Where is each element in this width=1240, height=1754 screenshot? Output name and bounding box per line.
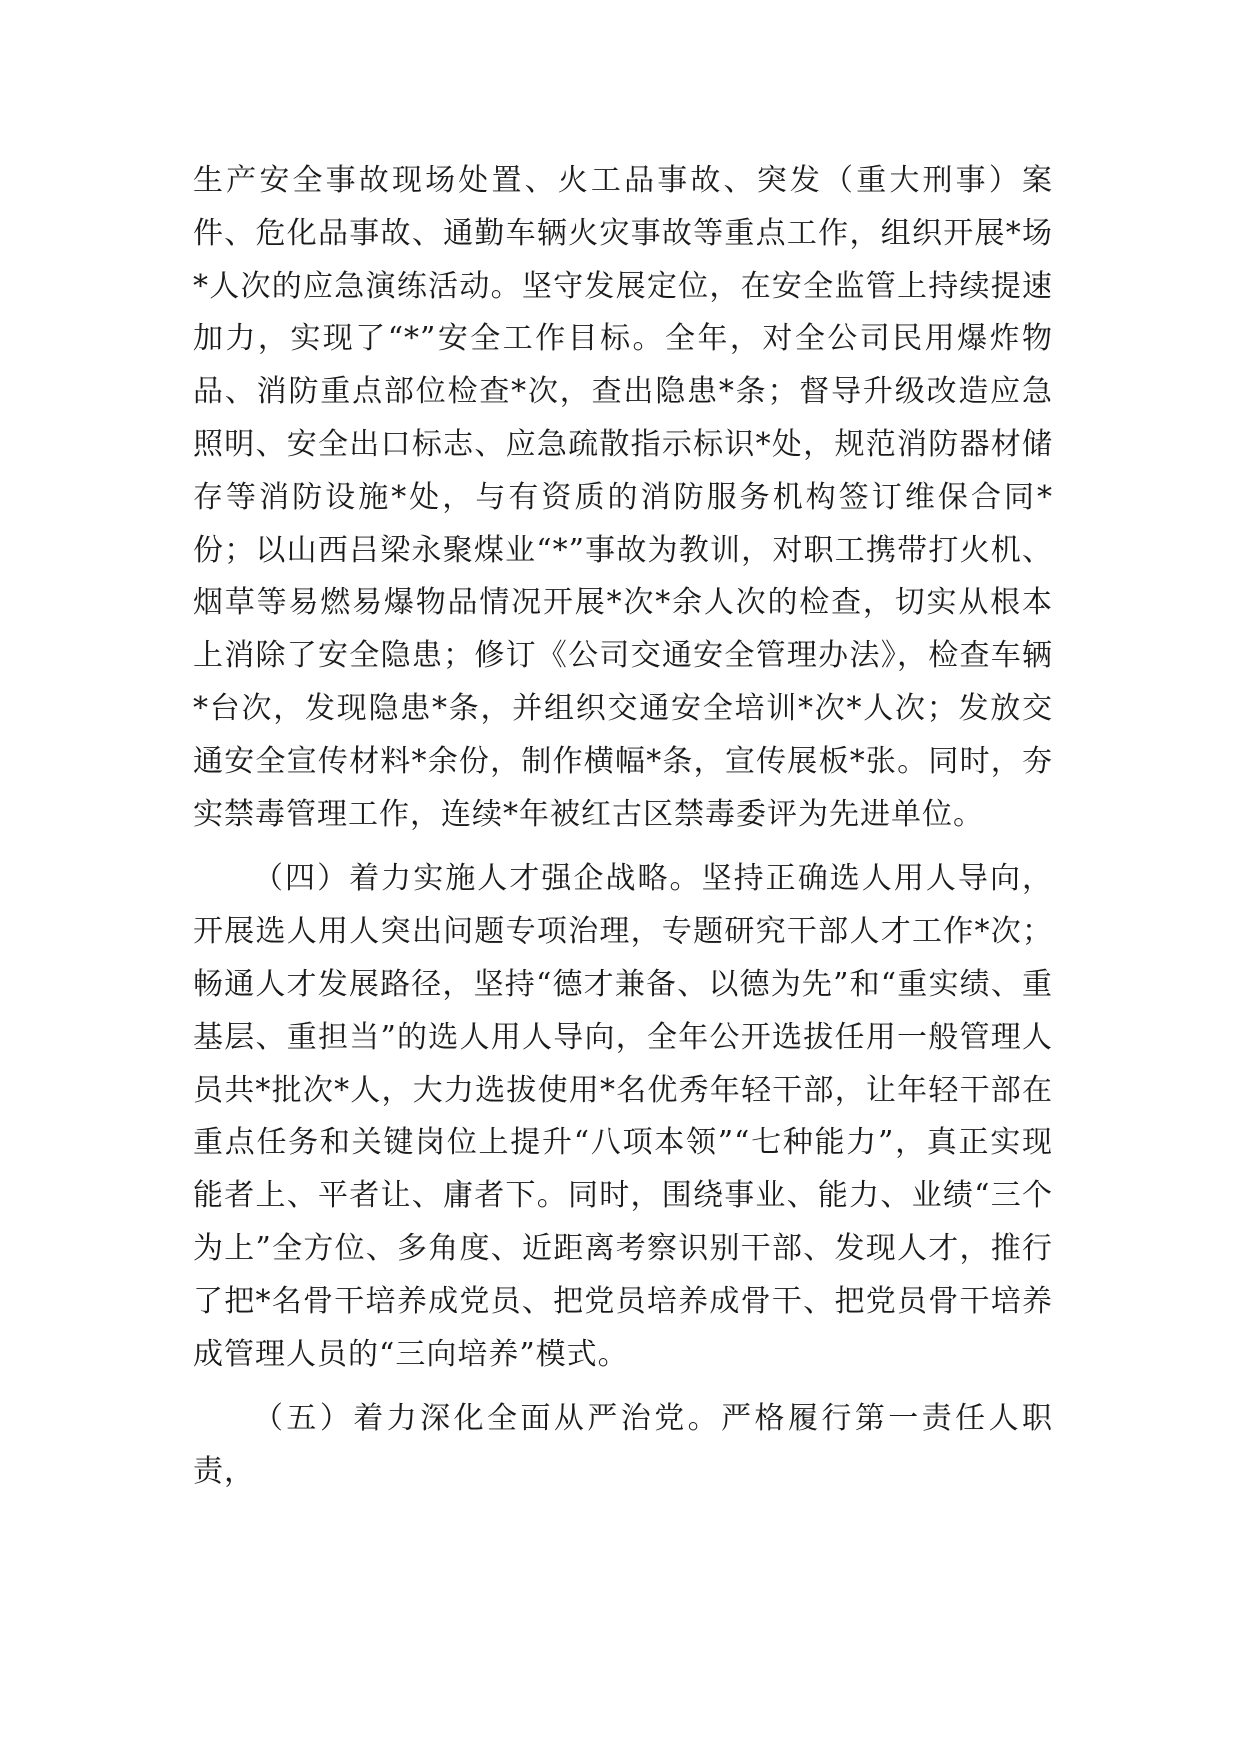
- paragraph-safety-work: 生产安全事故现场处置、火工品事故、突发（重大刑事）案件、危化品事故、通勤车辆火灾事故等重点工作，组织开展*场*人次的应急演练活动。坚守发展定位，在安全监管上持续提速加力，实现了“*”安全工作目标。全年，对全公司民用爆炸物品、消防重点部位检查*次，查出隐患*条；督导升级改造应急照明、安全出口标志、应急疏散指示标识*处，规范消防器材储存等消防设施*处，与有资质的消防服务机构签订维保合同*份；以山西吕梁永聚煤业“*”事故为教训，对职工携带打火机、烟草等易燃易爆物品情况开展*次*余人次的检查，切实从根本上消除了安全隐患；修订《公司交通安全管理办法》，检查车辆*台次，发现隐患*条，并组织交通安全培训*次*人次；发放交通安全宣传材料*余份，制作横幅*条，宣传展板*张。同时，夯实禁毒管理工作，连续*年被红古区禁毒委评为先进单位。: [193, 163, 1053, 832]
- paragraph-talent-strategy: （四）着力实施人才强企战略。坚持正确选人用人导向，开展选人用人突出问题专项治理，专题研究干部人才工作*次；畅通人才发展路径，坚持“德才兼备、以德为先”和“重实绩、重基层、重担当”的选人用人导向，全年公开选拔任用一般管理人员共*批次*人，大力选拔使用*名优秀年轻干部，让年轻干部在重点任务和关键岗位上提升“八项本领”“七种能力”，真正实现能者上、平者让、庸者下。同时，围绕事业、能力、业绩“三个为上”全方位、多角度、近距离考察识别干部、发现人才，推行了把*名骨干培养成党员、把党员培养成骨干、把党员骨干培养成管理人员的“三向培养”模式。: [193, 861, 1053, 1372]
- document-body: [193, 155, 1053, 1511]
- paragraph-party-governance: （五）着力深化全面从严治党。严格履行第一责任人职责，: [193, 1401, 1053, 1490]
